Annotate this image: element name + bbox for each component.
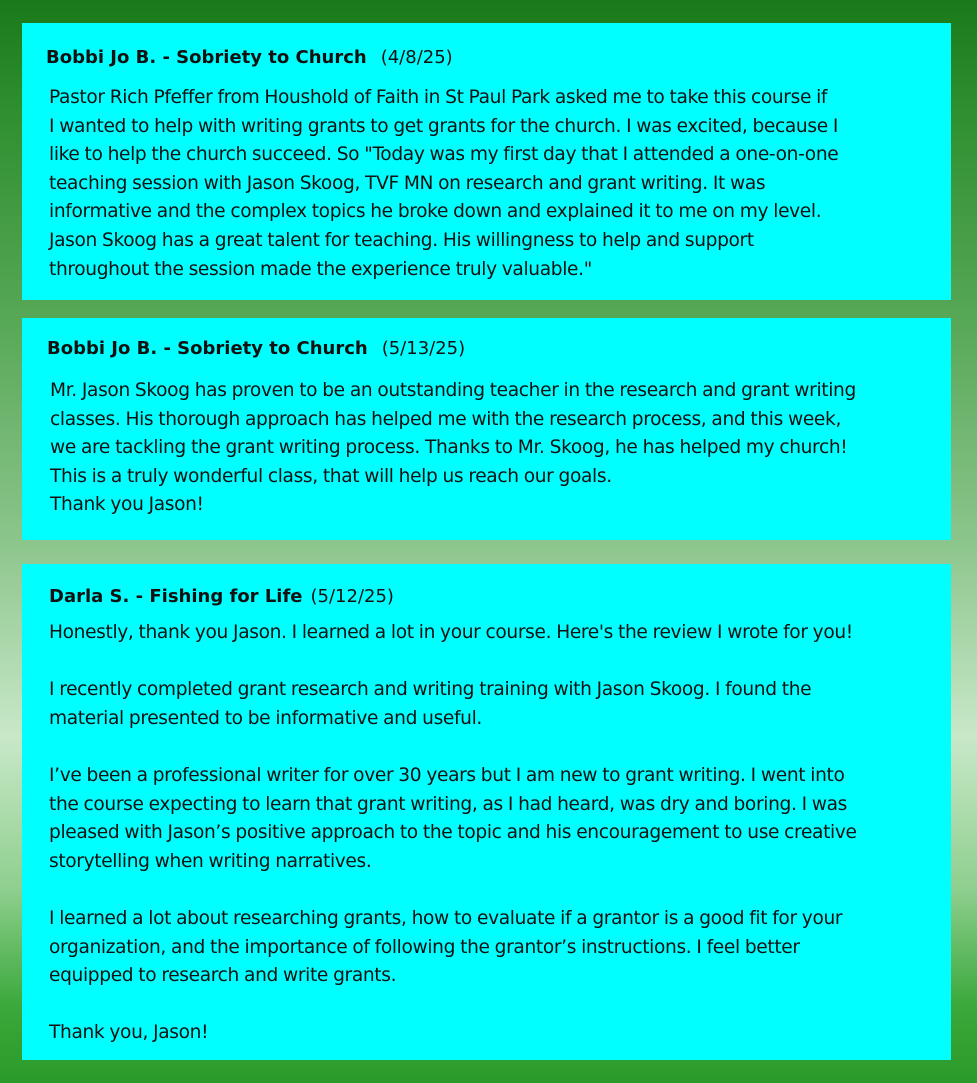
testimonial-body: Honestly, thank you Jason. I learned a lot in your course. Here's the review I wrote for you! I recently completed grant research and writing training with Jason Skoog. I found the material presented to be informative and useful. I’ve been a professional writer for over 30 years but I am new to grant writing. I went into the course expecting to learn that grant writing, as I had heard, was dry and boring. I was pleased with Jason’s positive approach to the topic and his encouragement to use creative storytelling when writing narratives. I learned a lot about researching grants, how to evaluate if a grantor is a good fit for your organization, and the importance of following the grantor’s instructions. I feel better equipped to research and write grants. Thank you, Jason! — [49, 622, 857, 1044]
testimonial-author: Bobbi Jo B. - Sobriety to Church — [47, 338, 368, 359]
testimonial-card — [22, 23, 951, 300]
testimonial-date: (4/8/25) — [380, 47, 453, 68]
testimonial-heading — [49, 586, 394, 608]
testimonial-card — [22, 564, 951, 1060]
testimonial-card — [22, 318, 951, 540]
testimonial-body: Pastor Rich Pfeffer from Houshold of Faith in St Paul Park asked me to take this course if I wanted to help with writing grants to get grants for the church. I was excited, because I like to help the church succeed. So "Today was my first day that I attended a one-on-one teaching session with Jason Skoog, TVF MN on research and grant writing. It was informative and the complex topics he broke down and explained it to me on my level. Jason Skoog has a great talent for teaching. His willingness to help and support throughout the session made the experience truly valuable." — [49, 87, 839, 280]
testimonial-date: (5/12/25) — [310, 586, 394, 607]
testimonial-heading — [47, 338, 465, 360]
testimonial-date: (5/13/25) — [381, 338, 466, 359]
testimonial-author: Darla S. - Fishing for Life — [49, 586, 303, 607]
testimonial-author: Bobbi Jo B. - Sobriety to Church — [46, 47, 367, 68]
testimonial-body: Mr. Jason Skoog has proven to be an outstanding teacher in the research and grant writing classes. His thorough approach has helped me with the research process, and this week, we are tackling the grant writing process. Thanks to Mr. Skoog, he has helped my church! This is a truly wonderful class, that will help us reach our goals. Thank you Jason! — [50, 380, 856, 516]
testimonial-heading — [46, 47, 453, 69]
